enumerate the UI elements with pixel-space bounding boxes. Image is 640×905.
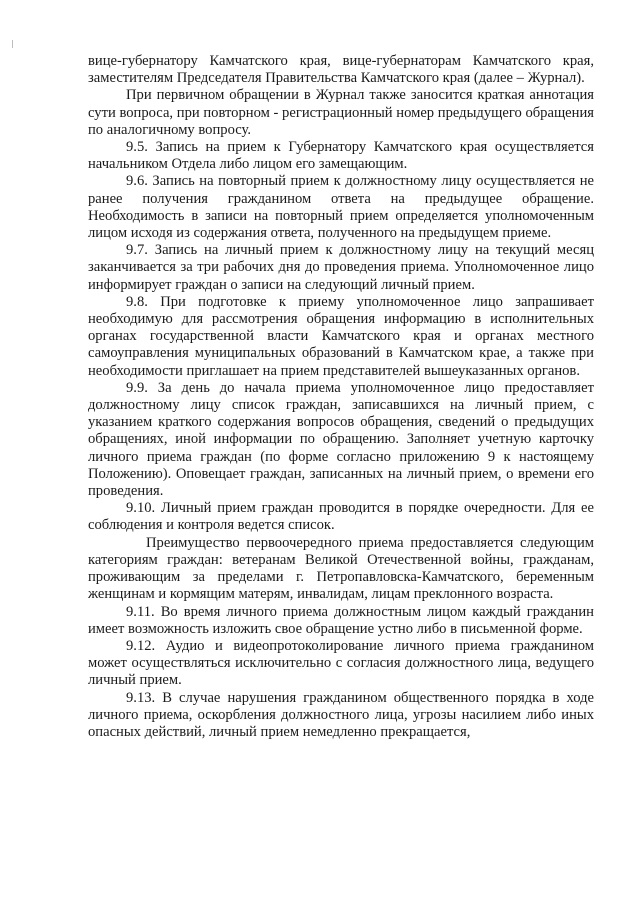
paragraph-primary-request: При первичном обращении в Журнал также заносится краткая аннотация сути вопроса, при повторном - регистрационный номер предыдущего обращения по аналогичному вопросу. — [88, 87, 594, 138]
paragraph-9-12: 9.12. Аудио и видеопротоколирование личного приема гражданином может осуществляться исключительно с согласия должностного лица, ведущего личный прием. — [88, 637, 594, 689]
paragraph-9-5: 9.5. Запись на прием к Губернатору Камчатского края осуществляется начальником Отдела либо лицом его замещающим. — [88, 139, 594, 173]
paragraph-journal-continuation: вице-губернатору Камчатского края, вице-губернаторам Камчатского края, заместителям Председателя Правительства Камчатского края (далее – Журнал). — [88, 53, 594, 87]
paragraph-9-13: 9.13. В случае нарушения гражданином общественного порядка в ходе личного приема, оскорбления должностного лица, угрозы насилием либо иных опасных действий, личный прием немедленно прекращается, — [88, 689, 594, 740]
paragraph-9-7: 9.7. Запись на личный прием к должностному лицу на текущий месяц заканчивается за три рабочих дня до проведения приема. Уполномоченное лицо информирует граждан о записи на следующий личный прием. — [88, 242, 594, 293]
margin-mark — [12, 40, 15, 48]
paragraph-9-10: 9.10. Личный прием граждан проводится в порядке очередности. Для ее соблюдения и контроля ведется список. — [88, 500, 594, 534]
paragraph-9-11: 9.11. Во время личного приема должностным лицом каждый гражданин имеет возможность изложить свое обращение устно либо в письменной форме. — [88, 603, 594, 637]
paragraph-9-9: 9.9. За день до начала приема уполномоченное лицо предоставляет должностному лицу список граждан, записавшихся на личный прием, с указанием краткого содержания вопросов обращения, сведений о предыдущих обращениях, иной информации по обращению. Заполняет учетную карточку личного приема граждан (по форме согласно приложению 9 к настоящему Положению). Оповещает граждан, записанных на личный прием, о времени его проведения. — [88, 379, 594, 500]
paragraph-9-8: 9.8. При подготовке к приему уполномоченное лицо запрашивает необходимую для рассмотрения обращения информацию в исполнительных органах государственной власти Камчатского края и органах местного самоуправления муниципальных образований в Камчатском крае, а также при необходимости приглашает на прием представителей вышеуказанных органов. — [88, 293, 594, 379]
paragraph-9-6: 9.6. Запись на повторный прием к должностному лицу осуществляется не ранее получения гражданином ответа на предыдущее обращение. Необходимость в записи на повторный прием определяется уполномоченным лицом исходя из содержания ответа, полученного на предыдущем приеме. — [88, 173, 594, 242]
paragraph-priority-categories: Преимущество первоочередного приема предоставляется следующим категориям граждан: ветеранам Великой Отечественной войны, гражданам, проживающим за пределами г. Петропавловска-Камчатского, беременным женщинам и кормящим матерям, инвалидам, лицам преклонного возраста. — [88, 534, 594, 603]
document-body — [88, 53, 594, 741]
